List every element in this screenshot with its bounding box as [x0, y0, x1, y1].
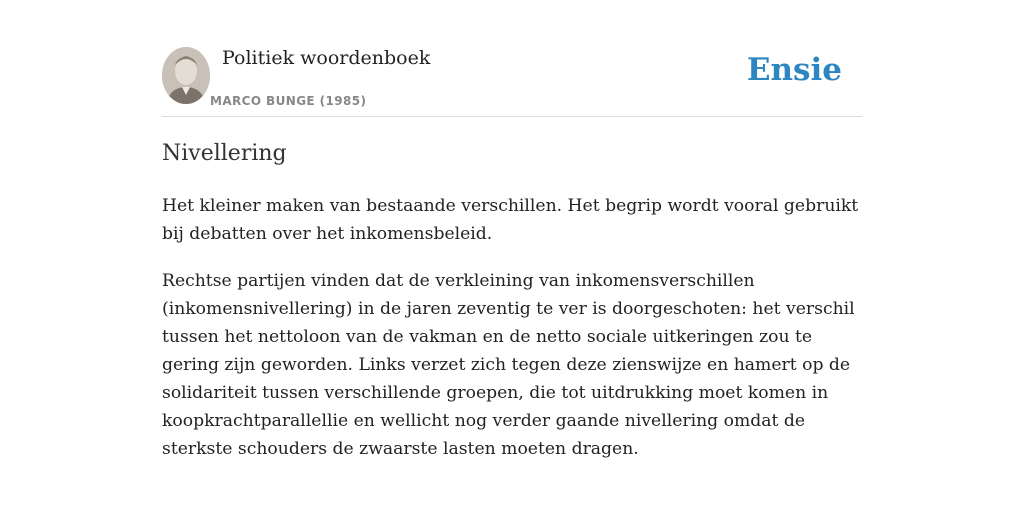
- entry-body: [162, 192, 867, 482]
- entry-title: Nivellering: [162, 141, 287, 166]
- book-title[interactable]: Politiek woordenboek: [222, 47, 431, 69]
- author-avatar[interactable]: [162, 47, 210, 104]
- ensie-logo[interactable]: Ensie: [746, 52, 842, 88]
- author-portrait-icon: [162, 47, 210, 104]
- author-name[interactable]: MARCO BUNGE (1985): [210, 94, 367, 108]
- entry-header: [162, 46, 862, 117]
- entry-paragraph: Rechtse partijen vinden dat de verkleining van inkomensverschillen (inkomensnivellering) in de jaren zeventig te ver is doorgeschoten: het verschil tussen het nettoloon van de vakman en de netto sociale uitkeringen zou te gering zijn geworden. Links verzet zich tegen deze zienswijze en hamert op de solidariteit tussen verschillende groepen, die tot uitdrukking moet komen in koopkrachtparallellie en wellicht nog verder gaande nivellering omdat de sterkste schouders de zwaarste lasten moeten dragen.: [162, 271, 855, 459]
- entry-paragraph: Het kleiner maken van bestaande verschillen. Het begrip wordt vooral gebruikt bij debatten over het inkomensbeleid.: [162, 196, 859, 244]
